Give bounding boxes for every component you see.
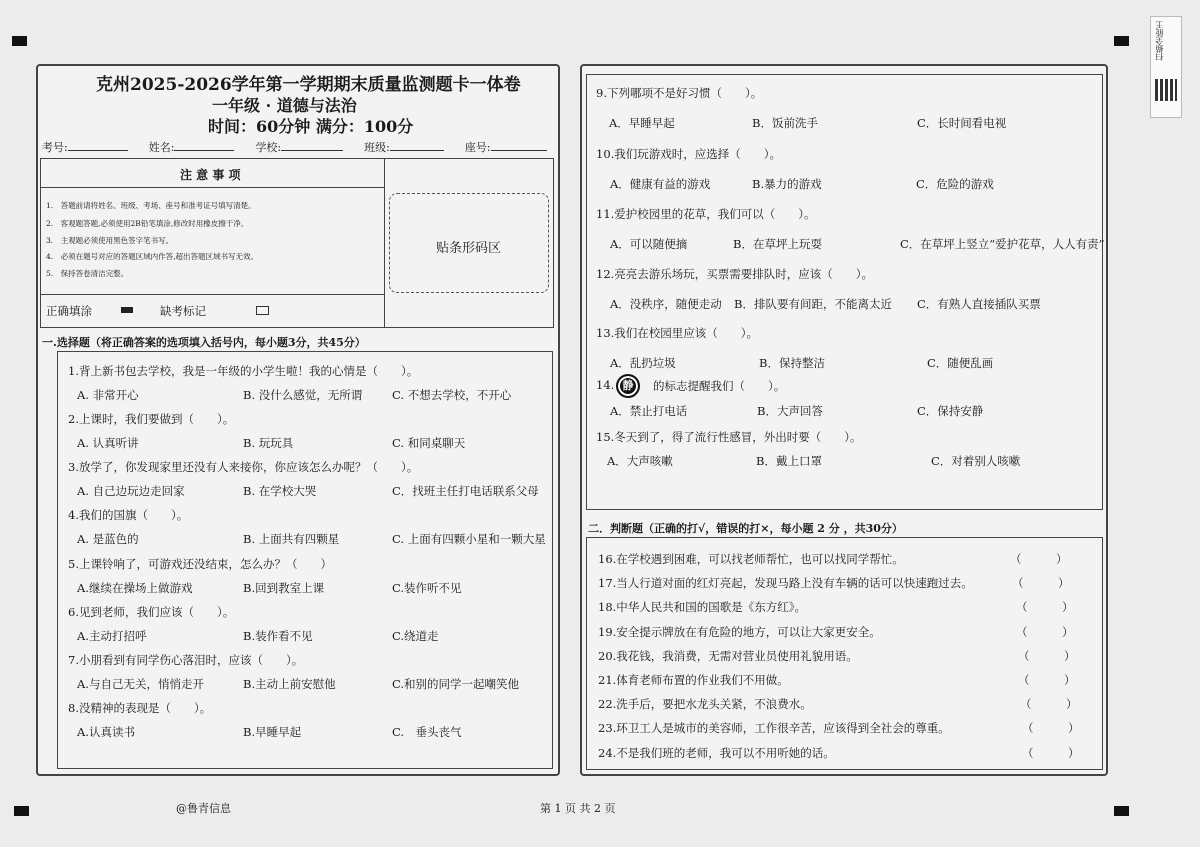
judgement-item-23: 23.环卫工人是城市的美容师，工作很辛苦，应该得到全社会的尊重。 — [598, 721, 950, 736]
question-4-option-b: B. 上面共有四颗星 — [243, 532, 340, 546]
question-13-option-b: B．保持整洁 — [759, 356, 825, 370]
question-12-option-b: B．排队要有间距，不能离太近 — [734, 297, 892, 311]
notes-item-2: 2. 客观题答题,必须使用2B铅笔填涂,修改时用橡皮擦干净。 — [46, 219, 249, 228]
question-14: 的标志提醒我们（ ）。 — [653, 379, 786, 393]
judgement-answer-17[interactable]: （ ） — [1012, 576, 1070, 591]
question-6-option-c: C.绕道走 — [392, 629, 439, 643]
quiet-sign-icon: 静 — [616, 374, 640, 398]
absent-mark-checkbox[interactable] — [256, 306, 269, 315]
question-6-option-a: A.主动打招呼 — [77, 629, 147, 643]
notes-footer-line — [40, 294, 385, 295]
judgement-item-22: 22.洗手后，要把水龙头关紧，不浪费水。 — [598, 697, 812, 712]
question-3-option-c: C．找班主任打电话联系父母 — [392, 484, 539, 498]
judgement-item-24: 24.不是我们班的老师，我可以不用听她的话。 — [598, 745, 835, 760]
question-13-option-c: C．随便乱画 — [927, 356, 994, 370]
question-5-option-b: B.回到教室上课 — [243, 581, 325, 595]
judgement-answer-18[interactable]: （ ） — [1016, 600, 1074, 615]
question-4-option-a: A. 是蓝色的 — [77, 532, 139, 546]
question-1-option-b: B. 没什么感觉，无所谓 — [243, 388, 363, 402]
scanner-tag — [1150, 16, 1182, 118]
question-8: 8.没精神的表现是（ ）。 — [68, 701, 212, 715]
field-school[interactable]: 学校: — [255, 141, 343, 154]
question-2: 2.上课时，我们要做到（ ）。 — [68, 412, 235, 426]
question-2-option-c: C. 和同桌聊天 — [392, 436, 466, 450]
question-9-option-c: C．长时间看电视 — [917, 116, 1007, 130]
exam-subtitle: 一年级 · 道德与法治 — [212, 96, 357, 115]
question-14-option-c: C．保持安静 — [917, 404, 984, 418]
question-5-option-c: C.装作听不见 — [392, 581, 462, 595]
question-9-option-a: A．早睡早起 — [609, 116, 675, 130]
section1-heading: 一.选择题（将正确答案的选项填入括号内，每小题3分，共45分） — [42, 336, 366, 349]
question-6-option-b: B.装作看不见 — [243, 629, 313, 643]
question-7-option-b: B.主动上前安慰他 — [243, 677, 336, 691]
judgement-answer-20[interactable]: （ ） — [1018, 648, 1076, 663]
question-1-option-a: A. 非常开心 — [77, 388, 139, 402]
question-5-option-a: A.继续在操场上做游戏 — [77, 581, 193, 595]
notes-heading-line — [40, 187, 385, 188]
question-12: 12.亮亮去游乐场玩，买票需要排队时，应该（ ）。 — [596, 267, 874, 281]
question-15: 15.冬天到了，得了流行性感冒，外出时要（ ）。 — [596, 430, 862, 444]
notes-item-4: 4. 必须在题号对应的答题区域内作答,超出答题区域书写无效。 — [46, 252, 259, 261]
question-4-option-c: C. 上面有四颗小星和一颗大星 — [392, 532, 546, 546]
judgement-item-21: 21.体育老师布置的作业我们不用做。 — [598, 673, 789, 687]
question-7-option-a: A.与自己无关，悄悄走开 — [77, 677, 204, 691]
question-12-option-c: C．有熟人直接插队买票 — [917, 297, 1041, 311]
question-10: 10.我们玩游戏时，应选择（ ）。 — [596, 147, 782, 161]
question-14-option-b: B．大声回答 — [757, 404, 823, 418]
section2-heading: 二．判断题（正确的打√，错误的打×，每小题 2 分 ，共30分） — [588, 522, 903, 535]
question-6: 6.见到老师，我们应该（ ）。 — [68, 605, 235, 619]
question-2-option-b: B. 玩玩具 — [243, 436, 294, 450]
judgement-answer-16[interactable]: （ ） — [1010, 552, 1068, 566]
question-4: 4.我们的国旗（ ）。 — [68, 508, 189, 522]
question-2-option-a: A. 认真听讲 — [77, 436, 139, 450]
judgement-answer-22[interactable]: （ ） — [1020, 697, 1078, 712]
question-3-option-b: B. 在学校大哭 — [243, 484, 317, 498]
question-13-option-a: A．乱扔垃圾 — [610, 356, 676, 370]
field-exam-number[interactable]: 考号: — [42, 141, 128, 154]
question-8-option-b: B.早睡早起 — [243, 725, 302, 739]
registration-mark-top-right — [1114, 36, 1129, 46]
registration-mark-top-left — [12, 36, 27, 46]
question-8-option-c: C. 垂头丧气 — [392, 725, 462, 739]
registration-mark-bottom-right — [1114, 806, 1129, 816]
question-15-option-c: C．对着别人咳嗽 — [931, 454, 1021, 468]
question-10-option-a: A．健康有益的游戏 — [610, 177, 711, 191]
question-11-option-a: A．可以随便摘 — [610, 237, 688, 251]
judgement-answer-23[interactable]: （ ） — [1022, 721, 1080, 736]
question-11-option-c: C．在草坪上竖立“爱护花草，人人有责” — [900, 237, 1105, 251]
notes-divider — [384, 158, 385, 328]
judgement-item-19: 19.安全提示牌放在有危险的地方，可以让大家更安全。 — [598, 624, 881, 639]
judgement-item-17: 17.当人行道对面的红灯亮起，发现马路上没有车辆的话可以快速跑过去。 — [598, 576, 973, 591]
notes-item-3: 3. 主观题必须使用黑色签字笔书写。 — [46, 236, 174, 245]
barcode-label: 贴条形码区 — [436, 241, 502, 256]
question-9-option-b: B．饭前洗手 — [752, 116, 818, 130]
question-5: 5.上课铃响了，可游戏还没结束，怎么办？（ ） — [68, 557, 332, 571]
absent-mark-label: 缺考标记 — [160, 304, 206, 318]
field-class[interactable]: 班级: — [364, 141, 444, 154]
question-13: 13.我们在校园里应该（ ）。 — [596, 326, 759, 340]
question-1-option-c: C. 不想去学校，不开心 — [392, 388, 512, 402]
question-15-option-b: B．戴上口罩 — [756, 454, 822, 468]
question-15-option-a: A．大声咳嗽 — [607, 454, 673, 468]
footer-page-number: 第 1 页 共 2 页 — [540, 802, 616, 815]
fill-correct-label: 正确填涂 — [46, 304, 92, 318]
exam-time-score: 时间：60分钟 满分：100分 — [208, 117, 414, 136]
judgement-item-20: 20.我花钱，我消费，无需对营业员使用礼貌用语。 — [598, 648, 858, 663]
question-3: 3.放学了，你发现家里还没有人来接你，你应该怎么办呢？（ ）。 — [68, 460, 419, 474]
question-7-option-c: C.和别的同学一起嘲笑他 — [392, 677, 520, 691]
fill-correct-sample — [121, 307, 133, 313]
question-14-option-a: A．禁止打电话 — [610, 404, 688, 418]
question-12-option-a: A．没秩序，随便走动 — [610, 297, 722, 311]
notes-item-5: 5. 保持答卷清洁完整。 — [46, 269, 129, 278]
judgement-answer-21[interactable]: （ ） — [1018, 673, 1076, 687]
question-1: 1.背上新书包去学校，我是一年级的小学生啦！我的心情是（ ）。 — [68, 364, 419, 378]
exam-title: 克州2025-2026学年第一学期期末质量监测题卡一体卷 — [96, 75, 521, 95]
question-10-option-b: B.暴力的游戏 — [752, 177, 822, 191]
judgement-item-16: 16.在学校遇到困难，可以找老师帮忙，也可以找同学帮忙。 — [598, 552, 904, 566]
info-row — [42, 139, 547, 155]
judgement-item-18: 18.中华人民共和国的国歌是《东方红》。 — [598, 600, 807, 615]
registration-mark-bottom-left — [14, 806, 29, 816]
judgement-answer-19[interactable]: （ ） — [1016, 624, 1074, 639]
field-seat[interactable]: 座号: — [465, 141, 547, 154]
field-name[interactable]: 姓名: — [149, 141, 235, 154]
judgement-answer-24[interactable]: （ ） — [1022, 745, 1080, 760]
question-14-number: 14. — [596, 378, 615, 392]
question-10-option-c: C．危险的游戏 — [916, 177, 994, 191]
notes-heading: 注 意 事 项 — [180, 168, 241, 182]
question-11: 11.爱护校园里的花草，我们可以（ ）。 — [596, 207, 816, 221]
question-9: 9.下列哪项不是好习惯（ ）。 — [596, 86, 763, 100]
question-7: 7.小朋看到有同学伤心落泪时，应该（ ）。 — [68, 653, 304, 667]
question-8-option-a: A.认真读书 — [77, 725, 135, 739]
notes-item-1: 1. 答题前请将姓名、班级、考场、座号和准考证号填写清楚。 — [46, 201, 256, 210]
question-3-option-a: A. 自己边玩边走回家 — [77, 484, 185, 498]
qr-code-icon — [1155, 79, 1177, 101]
scanner-tag-label: 扫描全能王 — [1155, 21, 1164, 61]
question-11-option-b: B．在草坪上玩耍 — [733, 237, 822, 251]
footer-source: @鲁青信息 — [176, 802, 231, 815]
